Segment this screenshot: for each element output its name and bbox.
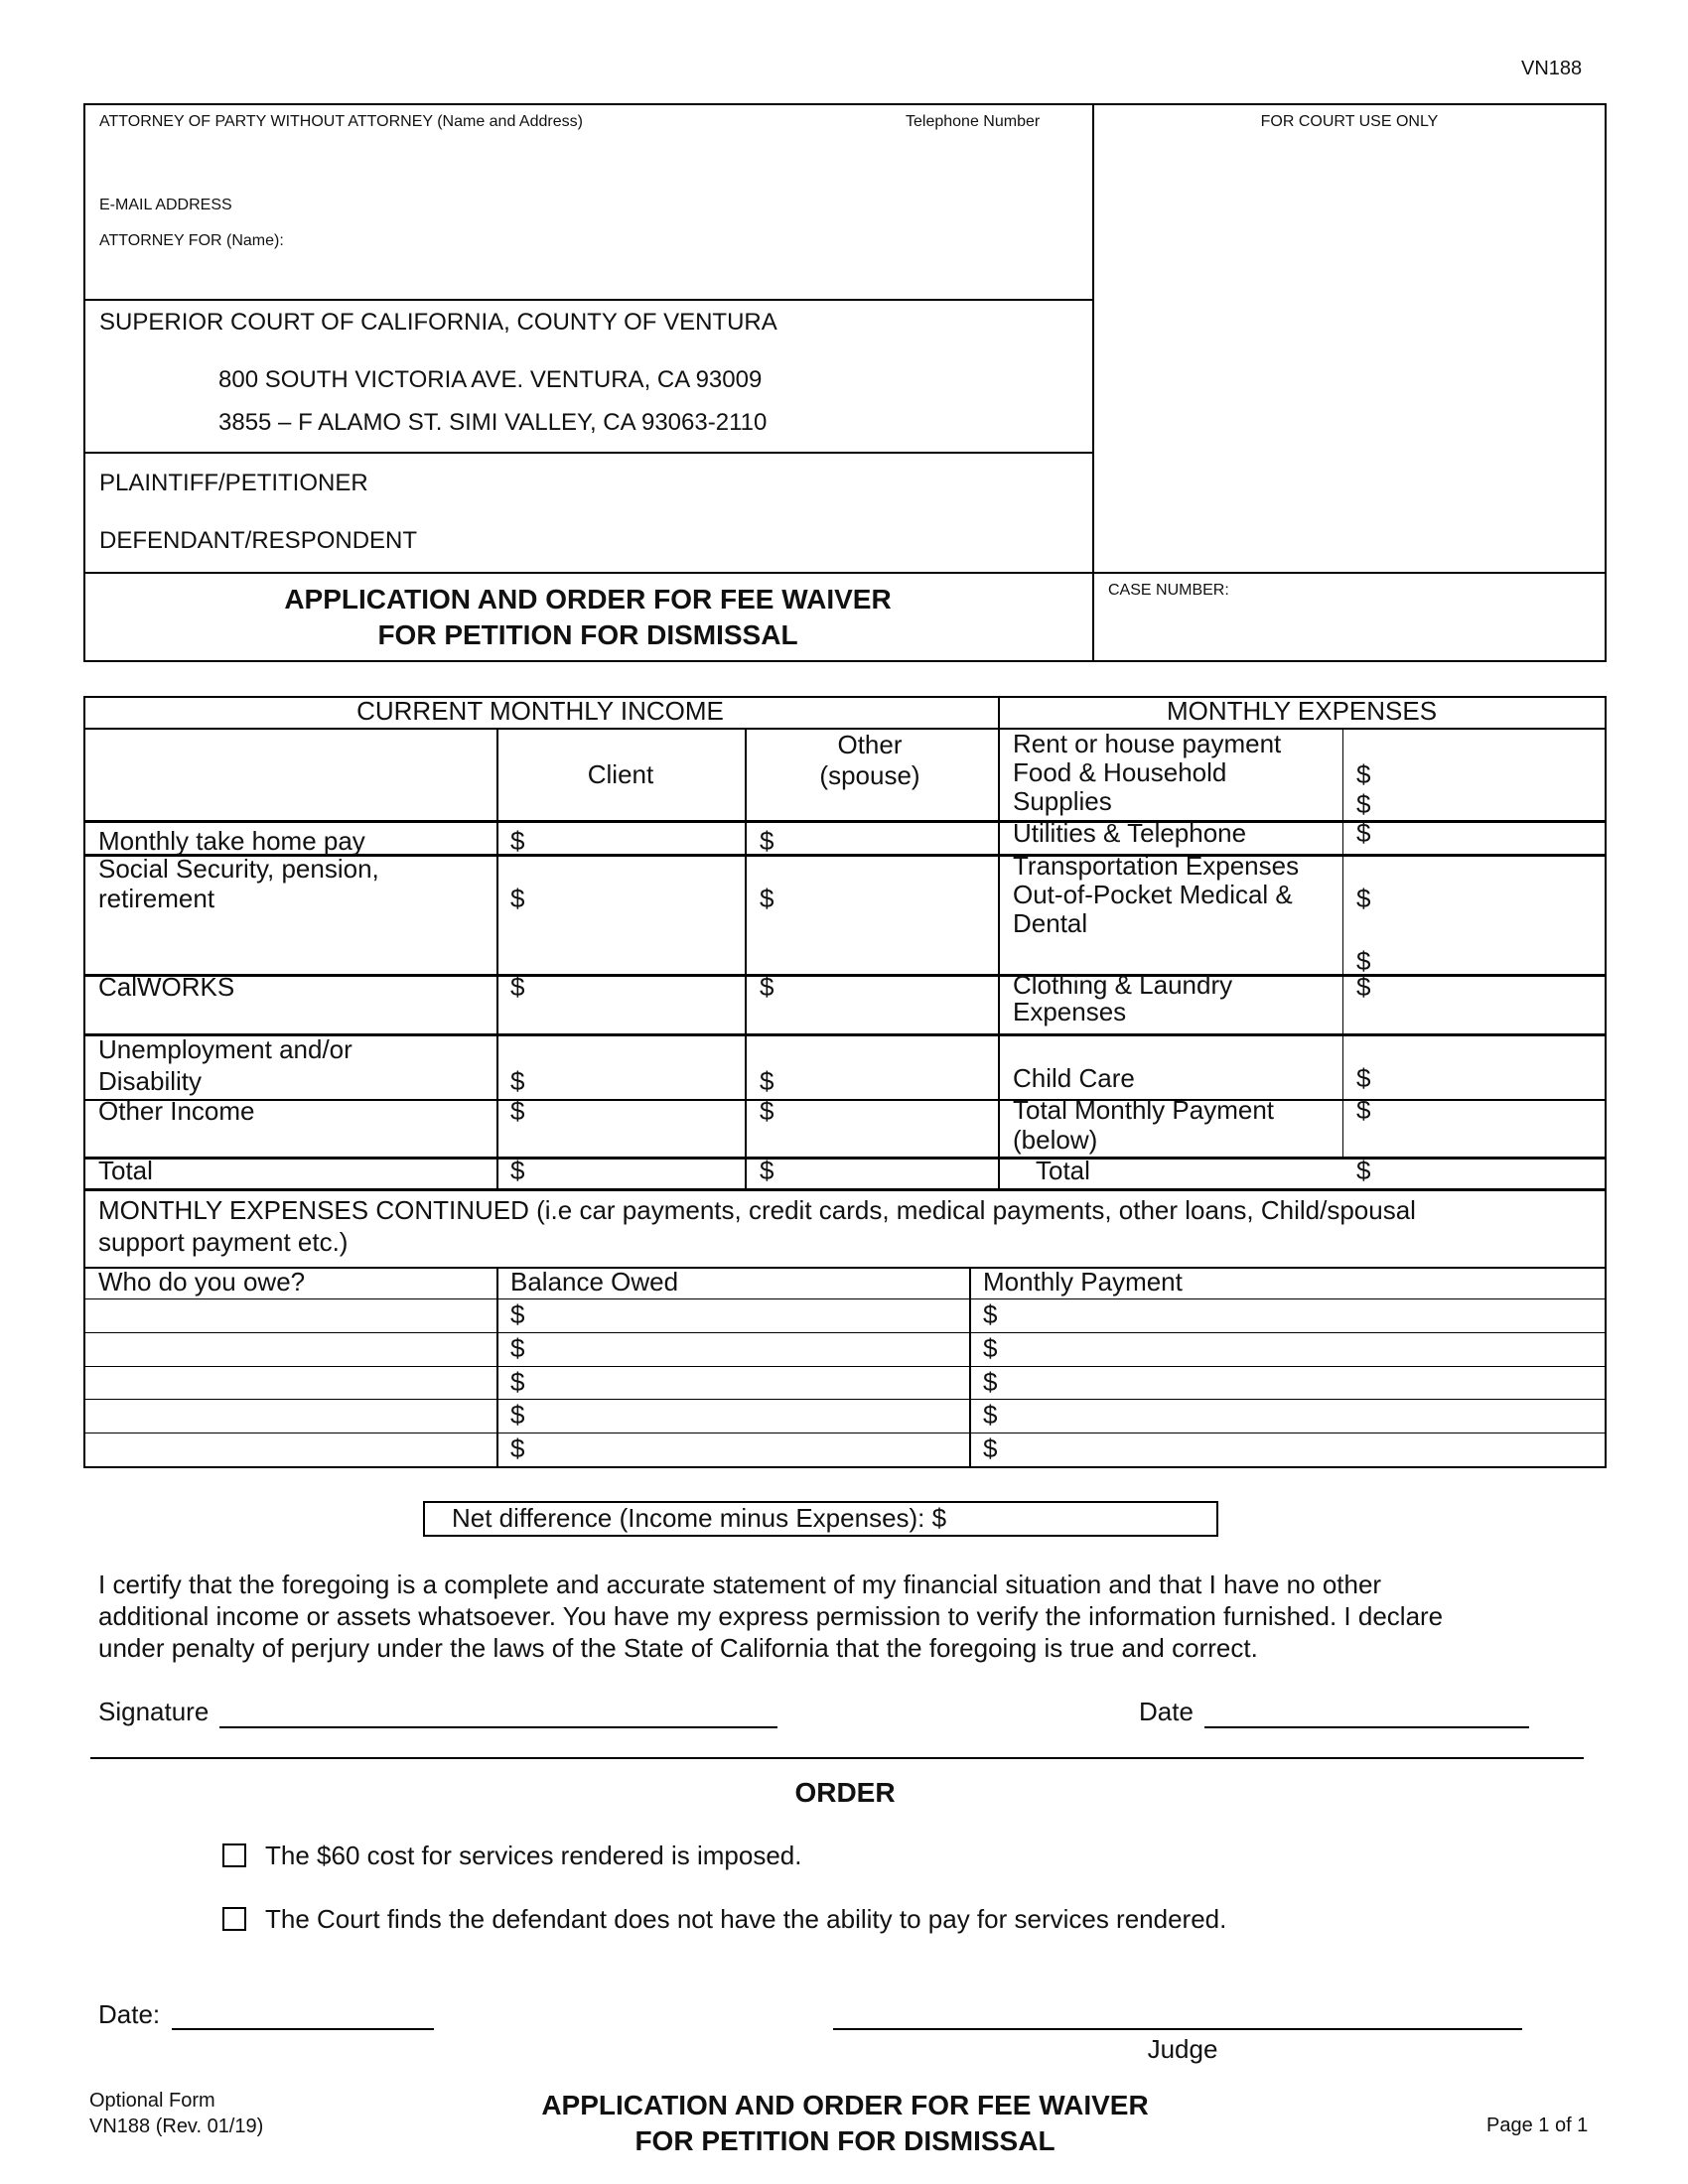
monthly-payment-field[interactable]: $: [983, 1299, 998, 1329]
row-divider: [83, 820, 1607, 823]
case-number-label: CASE NUMBER:: [1108, 582, 1229, 599]
plaintiff-label: PLAINTIFF/PETITIONER: [99, 470, 368, 496]
judge-label: Judge: [1147, 2034, 1218, 2064]
balance-owed-field[interactable]: $: [510, 1299, 525, 1329]
spouse-amount-field[interactable]: $: [760, 884, 774, 913]
spouse-amount-field[interactable]: $: [760, 1066, 774, 1096]
col-divider: [496, 1267, 498, 1468]
monthly-payment-field[interactable]: $: [983, 1367, 998, 1397]
income-row-label: Total: [98, 1156, 153, 1185]
expense-amount-field[interactable]: $: [1356, 789, 1371, 819]
divider: [83, 452, 1092, 454]
expense-amount-field[interactable]: $: [1356, 946, 1371, 976]
client-amount-field[interactable]: $: [510, 1096, 525, 1126]
expense-amount-field[interactable]: $: [1356, 1063, 1371, 1093]
email-label: E-MAIL ADDRESS: [99, 197, 232, 213]
row-divider: [83, 1399, 1607, 1400]
col-monthly-payment: Monthly Payment: [983, 1267, 1183, 1297]
monthly-payment-field[interactable]: $: [983, 1400, 998, 1430]
continued-text-2: support payment etc.): [98, 1227, 349, 1257]
expense-amount-field[interactable]: $: [1356, 1156, 1371, 1185]
col-divider: [969, 1267, 971, 1468]
expense-row-label: Supplies: [1013, 786, 1112, 816]
row-divider: [83, 974, 1607, 977]
order-option-1-checkbox[interactable]: [222, 1843, 246, 1867]
expense-row-label: Food & Household: [1013, 757, 1227, 787]
income-row-label: Monthly take home pay: [98, 826, 365, 856]
income-heading: CURRENT MONTHLY INCOME: [356, 696, 724, 726]
row-divider: [83, 1366, 1607, 1367]
form-code: VN188: [1521, 58, 1583, 79]
court-use-label: FOR COURT USE ONLY: [1260, 113, 1439, 130]
spouse-amount-field[interactable]: $: [760, 972, 774, 1002]
order-option-2-checkbox[interactable]: [222, 1907, 246, 1931]
col-divider: [496, 728, 498, 1188]
court-address-ventura: 800 SOUTH VICTORIA AVE. VENTURA, CA 93009: [218, 366, 763, 393]
expense-row-label: (below): [1013, 1125, 1098, 1155]
expense-amount-field[interactable]: $: [1356, 1095, 1371, 1125]
order-date-line[interactable]: [172, 2028, 434, 2030]
balance-owed-field[interactable]: $: [510, 1400, 525, 1430]
col-client: Client: [587, 759, 654, 789]
row-divider: [83, 1267, 1607, 1269]
expense-amount-field[interactable]: $: [1356, 818, 1371, 848]
footer-title-line2: FOR PETITION FOR DISMISSAL: [634, 2125, 1055, 2156]
order-heading: ORDER: [794, 1777, 896, 1808]
expense-row-label: Total: [1036, 1156, 1090, 1185]
balance-owed-field[interactable]: $: [510, 1367, 525, 1397]
date-label: Date: [1139, 1697, 1194, 1726]
date-line[interactable]: [1204, 1726, 1529, 1728]
telephone-label: Telephone Number: [906, 113, 1041, 130]
spouse-amount-field[interactable]: $: [760, 1156, 774, 1185]
expense-amount-field[interactable]: $: [1356, 972, 1371, 1002]
certification-line: additional income or assets whatsoever. You have my express permission to verify the information furnished. I declare: [98, 1601, 1444, 1631]
certification-line: I certify that the foregoing is a complete and accurate statement of my financial situation and that I have no other: [98, 1570, 1382, 1599]
balance-owed-field[interactable]: $: [510, 1333, 525, 1363]
certification-line: under penalty of perjury under the laws of the State of California that the foregoing is true and correct.: [98, 1633, 1258, 1663]
client-amount-field[interactable]: $: [510, 972, 525, 1002]
row-divider: [83, 1332, 1607, 1333]
expense-row-label: Out-of-Pocket Medical &: [1013, 880, 1293, 909]
footer-revision: VN188 (Rev. 01/19): [89, 2116, 264, 2137]
client-amount-field[interactable]: $: [510, 884, 525, 913]
income-row-label: Unemployment and/or: [98, 1034, 352, 1064]
expense-row-label: Rent or house payment: [1013, 729, 1282, 758]
row-divider: [83, 1188, 1607, 1191]
monthly-payment-field[interactable]: $: [983, 1333, 998, 1363]
expense-row-label: Transportation Expenses: [1013, 851, 1300, 881]
col-other: Other: [837, 730, 903, 759]
defendant-label: DEFENDANT/RESPONDENT: [99, 527, 418, 554]
divider: [90, 1757, 1584, 1759]
table-border: [83, 696, 1607, 1468]
form-title-line1: APPLICATION AND ORDER FOR FEE WAIVER: [284, 584, 892, 614]
footer-page: Page 1 of 1: [1486, 2115, 1589, 2136]
attorney-label: ATTORNEY OF PARTY WITHOUT ATTORNEY (Name and Address): [99, 113, 583, 130]
expense-row-label: Total Monthly Payment: [1013, 1095, 1275, 1125]
col-who-do-you-owe: Who do you owe?: [98, 1267, 306, 1297]
continued-text: MONTHLY EXPENSES CONTINUED (i.e car payments, credit cards, medical payments, other loans, Child/spousal: [98, 1195, 1416, 1225]
income-row-label: retirement: [98, 884, 215, 913]
expense-amount-field[interactable]: $: [1356, 884, 1371, 913]
divider: [1092, 103, 1094, 662]
expense-row-label: Expenses: [1013, 997, 1127, 1026]
col-divider: [1342, 728, 1343, 1157]
row-divider: [83, 1157, 1607, 1160]
row-divider: [83, 1298, 1607, 1299]
row-divider: [83, 1099, 1607, 1101]
expense-row-label: Child Care: [1013, 1063, 1135, 1093]
income-row-label: Other Income: [98, 1096, 255, 1126]
client-amount-field[interactable]: $: [510, 826, 525, 856]
col-balance-owed: Balance Owed: [510, 1267, 679, 1297]
footer-optional: Optional Form: [89, 2090, 215, 2112]
income-row-label: CalWORKS: [98, 972, 235, 1002]
expense-row-label: Dental: [1013, 908, 1088, 938]
row-divider: [83, 728, 1607, 730]
expense-row-label: Clothing & Laundry: [1013, 970, 1233, 1000]
col-spouse: (spouse): [819, 760, 920, 790]
net-difference-label: Net difference (Income minus Expenses): $: [452, 1503, 947, 1533]
spouse-amount-field[interactable]: $: [760, 1096, 774, 1126]
client-amount-field[interactable]: $: [510, 1156, 525, 1185]
expense-amount-field[interactable]: $: [1356, 759, 1371, 789]
court-name: SUPERIOR COURT OF CALIFORNIA, COUNTY OF VENTURA: [99, 309, 777, 336]
col-divider: [745, 728, 747, 1188]
col-divider: [998, 696, 1000, 1188]
signature-line[interactable]: [219, 1726, 777, 1728]
income-row-label: Disability: [98, 1066, 203, 1096]
divider: [83, 572, 1607, 574]
order-option-1-label: The $60 cost for services rendered is imposed.: [265, 1841, 802, 1870]
judge-signature-line[interactable]: [833, 2028, 1522, 2030]
form-title-line2: FOR PETITION FOR DISMISSAL: [377, 619, 798, 650]
attorney-for-label: ATTORNEY FOR (Name):: [99, 232, 284, 249]
order-option-2-label: The Court finds the defendant does not have the ability to pay for services rendered.: [265, 1904, 1227, 1934]
balance-owed-field[interactable]: $: [510, 1433, 525, 1463]
signature-label: Signature: [98, 1697, 210, 1726]
order-date-label: Date:: [98, 1999, 161, 2029]
expenses-heading: MONTHLY EXPENSES: [1166, 696, 1438, 726]
divider: [83, 299, 1092, 301]
client-amount-field[interactable]: $: [510, 1066, 525, 1096]
expense-row-label: Utilities & Telephone: [1013, 818, 1247, 848]
court-address-simi: 3855 – F ALAMO ST. SIMI VALLEY, CA 93063-2110: [218, 409, 768, 436]
footer-title-line1: APPLICATION AND ORDER FOR FEE WAIVER: [541, 2090, 1149, 2120]
spouse-amount-field[interactable]: $: [760, 826, 774, 856]
monthly-payment-field[interactable]: $: [983, 1433, 998, 1463]
income-row-label: Social Security, pension,: [98, 854, 379, 884]
